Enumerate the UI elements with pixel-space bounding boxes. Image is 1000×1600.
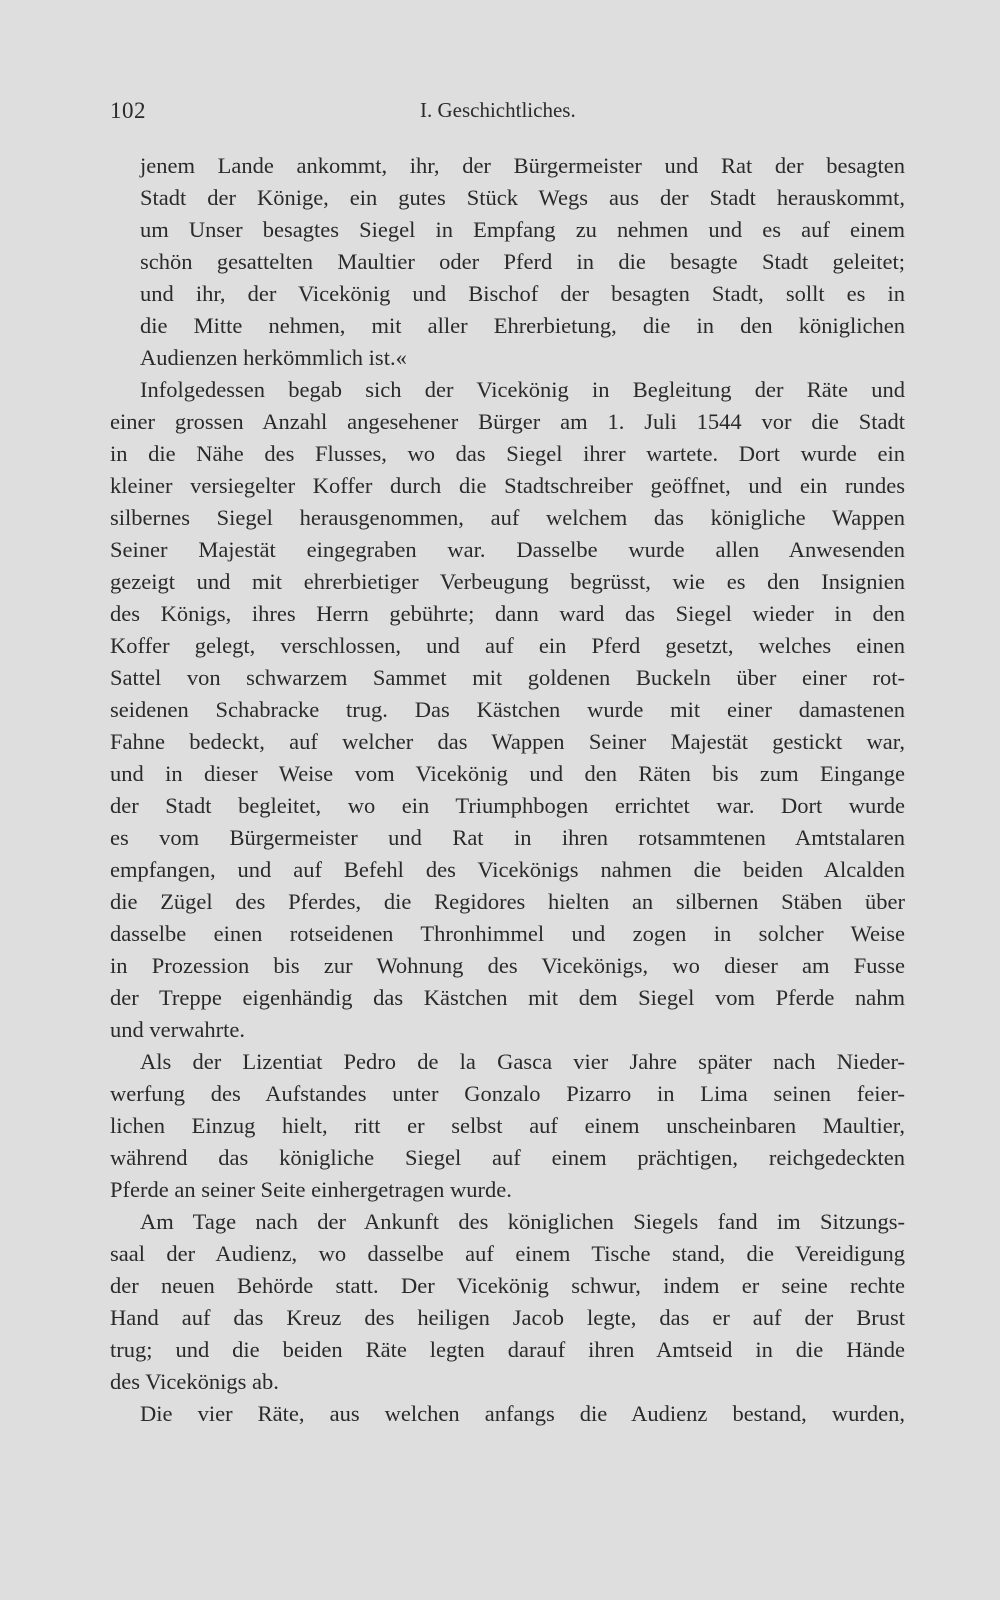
text-line: werfung des Aufstandes unter Gonzalo Pizarro in Lima seinen feier- <box>110 1081 905 1106</box>
body-text <box>110 150 905 1430</box>
text-line: silbernes Siegel herausgenommen, auf welchem das königliche Wappen <box>110 505 905 530</box>
text-line: empfangen, und auf Befehl des Vicekönigs nahmen die beiden Alcalden <box>110 857 905 882</box>
running-head: I. Geschichtliches. <box>420 98 576 122</box>
text-line: kleiner versiegelter Koffer durch die Stadtschreiber geöffnet, und ein rundes <box>110 473 905 498</box>
text-line: Infolgedessen begab sich der Vicekönig in Begleitung der Räte und <box>140 377 905 402</box>
text-line: der Stadt begleitet, wo ein Triumphbogen errichtet war. Dort wurde <box>110 793 905 818</box>
text-line: dasselbe einen rotseidenen Thronhimmel und zogen in solcher Weise <box>110 921 905 946</box>
text-line: lichen Einzug hielt, ritt er selbst auf einem unscheinbaren Maultier, <box>110 1113 905 1138</box>
text-line: der neuen Behörde statt. Der Vicekönig schwur, indem er seine rechte <box>110 1273 905 1298</box>
text-line: es vom Bürgermeister und Rat in ihren rotsammtenen Amtstalaren <box>110 825 905 850</box>
text-line: des Vicekönigs ab. <box>110 1369 279 1394</box>
text-line: der Treppe eigenhändig das Kästchen mit dem Siegel vom Pferde nahm <box>110 985 905 1010</box>
text-line: während das königliche Siegel auf einem prächtigen, reichgedeckten <box>110 1145 905 1170</box>
page-header <box>110 98 890 128</box>
text-line: in Prozession bis zur Wohnung des Vicekönigs, wo dieser am Fusse <box>110 953 905 978</box>
text-line: Am Tage nach der Ankunft des königlichen Siegels fand im Sitzungs- <box>140 1209 905 1234</box>
page-number: 102 <box>110 98 146 123</box>
text-line: einer grossen Anzahl angesehener Bürger am 1. Juli 1544 vor die Stadt <box>110 409 905 434</box>
text-line: gezeigt und mit ehrerbietiger Verbeugung begrüsst, wie es den Insignien <box>110 569 905 594</box>
text-line: Koffer gelegt, verschlossen, und auf ein Pferd gesetzt, welches einen <box>110 633 905 658</box>
text-line: die Mitte nehmen, mit aller Ehrerbietung, die in den königlichen <box>140 313 905 338</box>
text-line: in die Nähe des Flusses, wo das Siegel ihrer wartete. Dort wurde ein <box>110 441 905 466</box>
text-line: Die vier Räte, aus welchen anfangs die Audienz bestand, wurden, <box>140 1401 905 1426</box>
text-line: und ihr, der Vicekönig und Bischof der besagten Stadt, sollt es in <box>140 281 905 306</box>
text-line: Als der Lizentiat Pedro de la Gasca vier Jahre später nach Nieder- <box>140 1049 905 1074</box>
text-line: Pferde an seiner Seite einhergetragen wurde. <box>110 1177 512 1202</box>
text-line: und in dieser Weise vom Vicekönig und den Räten bis zum Eingange <box>110 761 905 786</box>
text-line: Fahne bedeckt, auf welcher das Wappen Seiner Majestät gestickt war, <box>110 729 905 754</box>
text-line: Seiner Majestät eingegraben war. Dasselbe wurde allen Anwesenden <box>110 537 905 562</box>
text-line: saal der Audienz, wo dasselbe auf einem Tische stand, die Vereidigung <box>110 1241 905 1266</box>
text-line: des Königs, ihres Herrn gebührte; dann ward das Siegel wieder in den <box>110 601 905 626</box>
text-line: Audienzen herkömmlich ist.« <box>140 345 407 370</box>
text-line: schön gesattelten Maultier oder Pferd in die besagte Stadt geleitet; <box>140 249 905 274</box>
text-line: jenem Lande ankommt, ihr, der Bürgermeister und Rat der besagten <box>140 153 905 178</box>
text-line: trug; und die beiden Räte legten darauf ihren Amtseid in die Hände <box>110 1337 905 1362</box>
text-line: und verwahrte. <box>110 1017 245 1042</box>
text-line: die Zügel des Pferdes, die Regidores hielten an silbernen Stäben über <box>110 889 905 914</box>
text-line: seidenen Schabracke trug. Das Kästchen wurde mit einer damastenen <box>110 697 905 722</box>
text-line: Hand auf das Kreuz des heiligen Jacob legte, das er auf der Brust <box>110 1305 905 1330</box>
text-line: Sattel von schwarzem Sammet mit goldenen Buckeln über einer rot- <box>110 665 905 690</box>
text-line: um Unser besagtes Siegel in Empfang zu nehmen und es auf einem <box>140 217 905 242</box>
text-line: Stadt der Könige, ein gutes Stück Wegs aus der Stadt herauskommt, <box>140 185 905 210</box>
